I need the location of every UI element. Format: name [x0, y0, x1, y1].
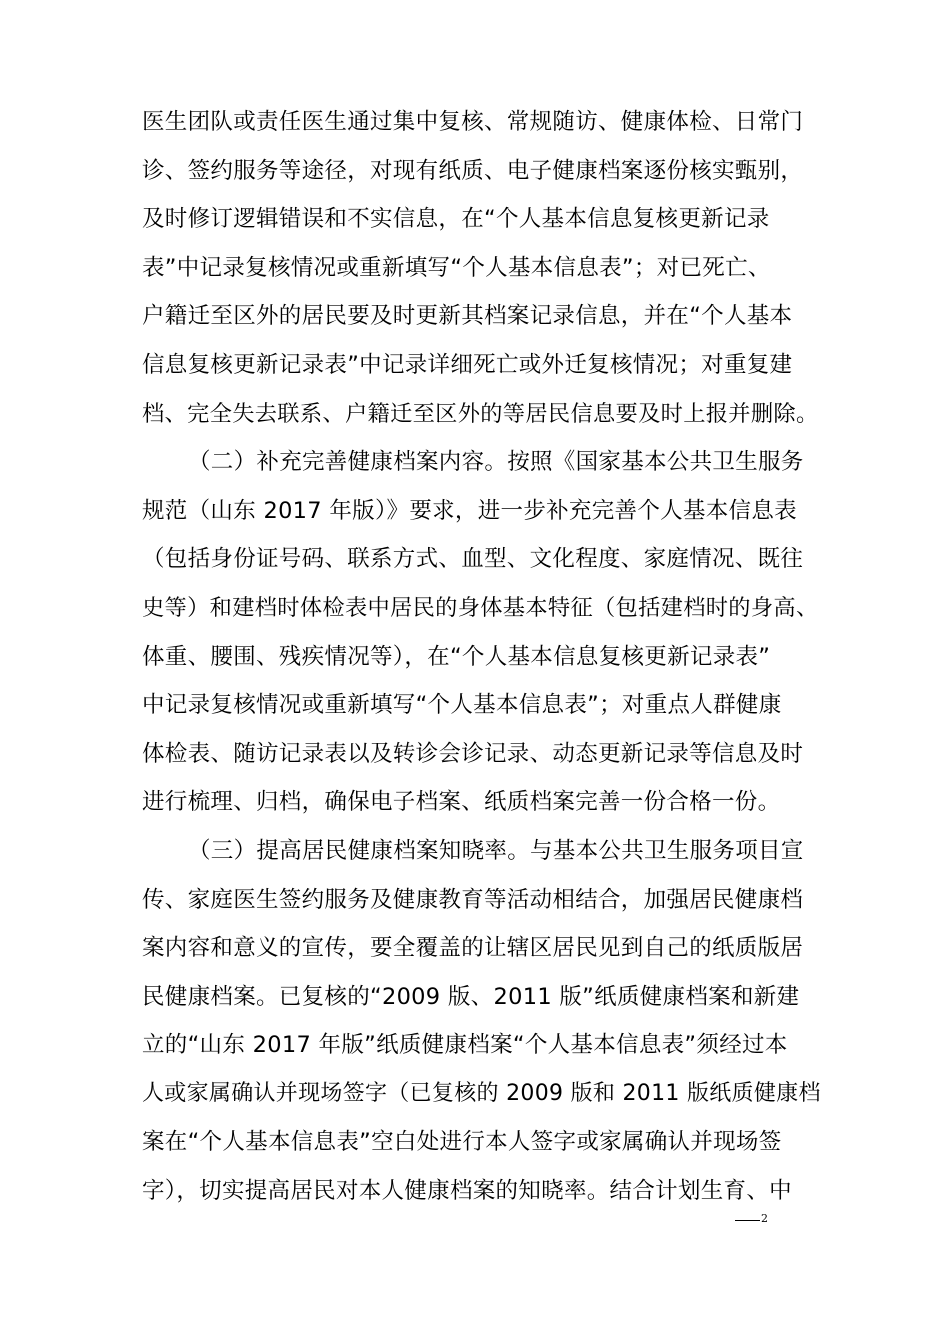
text-line: （包括身份证号码、联系方式、血型、文化程度、家庭情况、既往 — [142, 546, 804, 573]
text-line: 案内容和意义的宣传，要全覆盖的让辖区居民见到自己的纸质版居 — [142, 935, 804, 962]
text-line: 字），切实提高居民对本人健康档案的知晓率。结合计划生育、中 — [142, 1178, 792, 1205]
text-line: 案在“个人基本信息表”空白处进行本人签字或家属确认并现场签 — [142, 1129, 782, 1156]
text-line: 进行梳理、归档，确保电子档案、纸质档案完善一份合格一份。 — [142, 789, 781, 816]
text-line: 医生团队或责任医生通过集中复核、常规随访、健康体检、日常门 — [142, 109, 804, 135]
text-line: 及时修订逻辑错误和不实信息，在“个人基本信息复核更新记录 — [142, 206, 770, 233]
page-number: 2 — [761, 1212, 768, 1225]
document-body — [142, 98, 822, 1216]
text-line: 传、家庭医生签约服务及健康教育等活动相结合，加强居民健康档 — [142, 886, 804, 913]
text-line: 档、完全失去联系、户籍迁至区外的等居民信息要及时上报并删除。 — [142, 400, 819, 427]
footer-dash — [735, 1220, 760, 1221]
text-line: 体重、腰围、残疾情况等），在“个人基本信息复核更新记录表” — [142, 643, 771, 670]
text-line: （三）提高居民健康档案知晓率。与基本公共卫生服务项目宣 — [188, 837, 804, 864]
text-line: 户籍迁至区外的居民要及时更新其档案记录信息，并在“个人基本 — [142, 303, 793, 330]
text-line: 民健康档案。已复核的“2009 版、2011 版”纸质健康档案和新建 — [142, 983, 800, 1010]
text-line: 表”中记录复核情况或重新填写“个人基本信息表”；对已死亡、 — [142, 254, 771, 281]
text-line: 人或家属确认并现场签字（已复核的 2009 版和 2011 版纸质健康档 — [142, 1080, 821, 1106]
text-line: 中记录复核情况或重新填写“个人基本信息表”；对重点人群健康 — [142, 692, 782, 719]
text-line: 立的“山东 2017 年版”纸质健康档案“个人基本信息表”须经过本 — [142, 1032, 788, 1059]
text-line: 诊、签约服务等途径，对现有纸质、电子健康档案逐份核实甄别， — [142, 157, 804, 184]
page-footer — [735, 1212, 768, 1226]
text-line: 体检表、随访记录表以及转诊会诊记录、动态更新记录等信息及时 — [142, 740, 804, 767]
text-line: 规范（山东 2017 年版）》要求，进一步补充完善个人基本信息表 — [142, 497, 797, 524]
text-line: 史等）和建档时体检表中居民的身体基本特征（包括建档时的身高、 — [142, 594, 819, 621]
text-line: 信息复核更新记录表”中记录详细死亡或外迁复核情况；对重复建 — [142, 351, 793, 378]
text-line: （二）补充完善健康档案内容。按照《国家基本公共卫生服务 — [188, 449, 804, 476]
